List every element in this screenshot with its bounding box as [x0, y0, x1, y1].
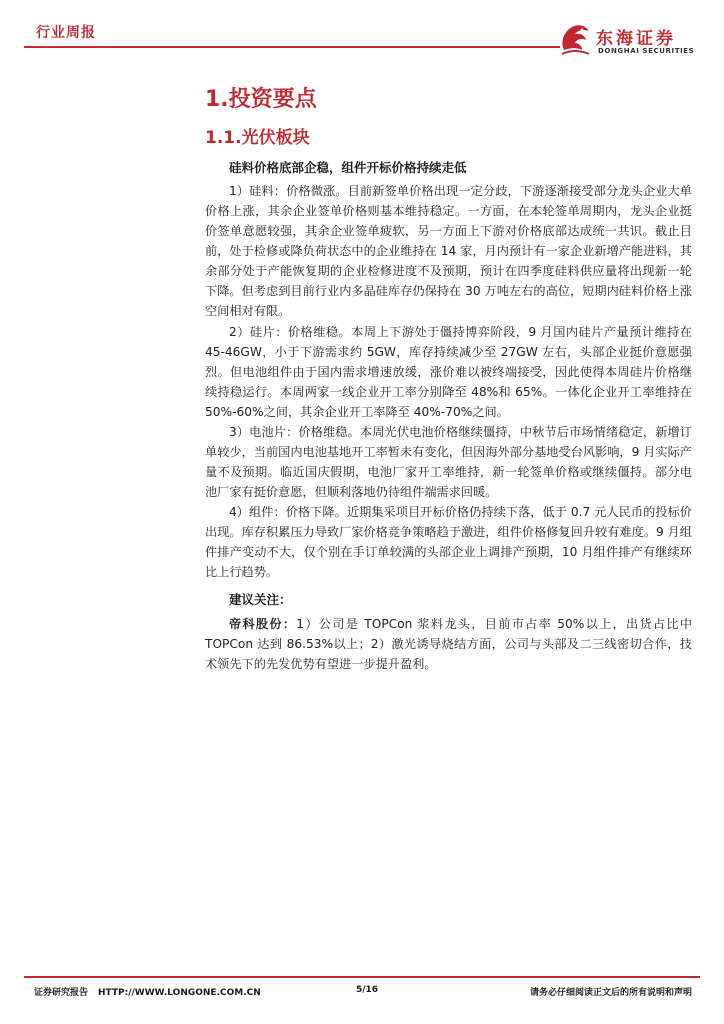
paragraph-module: 4）组件：价格下降。近期集采项目开标价格仍持续下落，低于 0.7 元人民币的投标价出现。库存积累压力导致厂家价格竞争策略趋于激进，组件价格修复回升较有难度。9 月组件排产变动不大，仅个别在手订单较满的头部企业上调排产预期，10 月组件排产有继续环比上行趋势。	[205, 505, 692, 579]
logo-chinese-name: 东海证券	[596, 29, 676, 49]
recommendation-paragraph	[205, 614, 692, 674]
summary-subheading: 硅料价格底部企稳，组件开标价格持续走低	[229, 160, 467, 175]
page-number: 5/16	[356, 985, 379, 995]
section-heading: 1.投资要点	[205, 87, 317, 112]
dragon-logo-icon	[558, 20, 592, 58]
recommended-company: 帝科股份：	[229, 617, 297, 631]
paragraph-polysilicon: 1）硅料：价格微涨。目前新签单价格出现一定分歧，下游逐渐接受部分龙头企业大单价格上涨，其余企业签单价格则基本维持稳定。一方面，在本轮签单周期内，龙头企业挺价签单意愿较强，其余企业签单疲软，另一方面上下游对价格底部达成统一共识。截止目前，处于检修或降负荷状态中的企业维持在 14 家，月内预计有一家企业新增产能进料，其余部分处于产能恢复期的企业检修进度不及预期，预计在四季度硅料供应量将出现新一轮下降。但考虑到目前行业内多晶硅库存仍保持在 30 万吨左右的高位，短期内硅料价格上涨空间相对有限。	[205, 184, 692, 318]
paragraph-wafer: 2）硅片：价格维稳。本周上下游处于僵持博弈阶段，9 月国内硅片产量预计维持在 45-46GW，小于下游需求约 5GW，库存持续减少至 27GW 左右，头部企业挺价意愿强烈。但电池组件由于国内需求增速放缓，涨价难以被终端接受，因此使得本周硅片价格继续持稳运行。本周两家一线企业开工率分别降至 48%和 65%。一体化企业开工率维持在 50%-60%之间，其余企业开工率降至 40%-70%之间。	[205, 325, 692, 419]
header-divider	[24, 46, 560, 48]
footer-report-label: 证券研究报告	[34, 988, 89, 998]
advice-heading: 建议关注：	[229, 592, 292, 607]
subsection-heading: 1.1.光伏板块	[205, 128, 310, 148]
footer-left	[34, 985, 261, 998]
footer-disclaimer: 请务必仔细阅读正文后的所有说明和声明	[529, 988, 692, 998]
recommendation-text: 1）公司是 TOPCon 浆料龙头，目前市占率 50%以上，出货占比中 TOPCon 达到 86.53%以上；2）激光诱导烧结方面，公司与头部及二三线密切合作，技术领先下的先发优势有望进一步提升盈利。	[205, 617, 693, 671]
footer-divider	[24, 976, 700, 978]
report-type-label: 行业周报	[36, 25, 96, 41]
logo-english-name: DONGHAI SECURITIES	[598, 47, 695, 55]
company-logo	[558, 20, 708, 60]
footer-website-link[interactable]: HTTP://WWW.LONGONE.COM.CN	[98, 988, 261, 998]
paragraph-cell: 3）电池片：价格维稳。本周光伏电池价格继续僵持，中秋节后市场情绪稳定，新增订单较少，当前国内电池基地开工率暂未有变化，但因海外部分基地受台风影响，9 月实际产量不及预期。临近国庆假期，电池厂家开工率维持，新一轮签单价格或继续僵持。部分电池厂家有挺价意愿，但顺利落地仍待组件端需求回暖。	[205, 425, 692, 499]
